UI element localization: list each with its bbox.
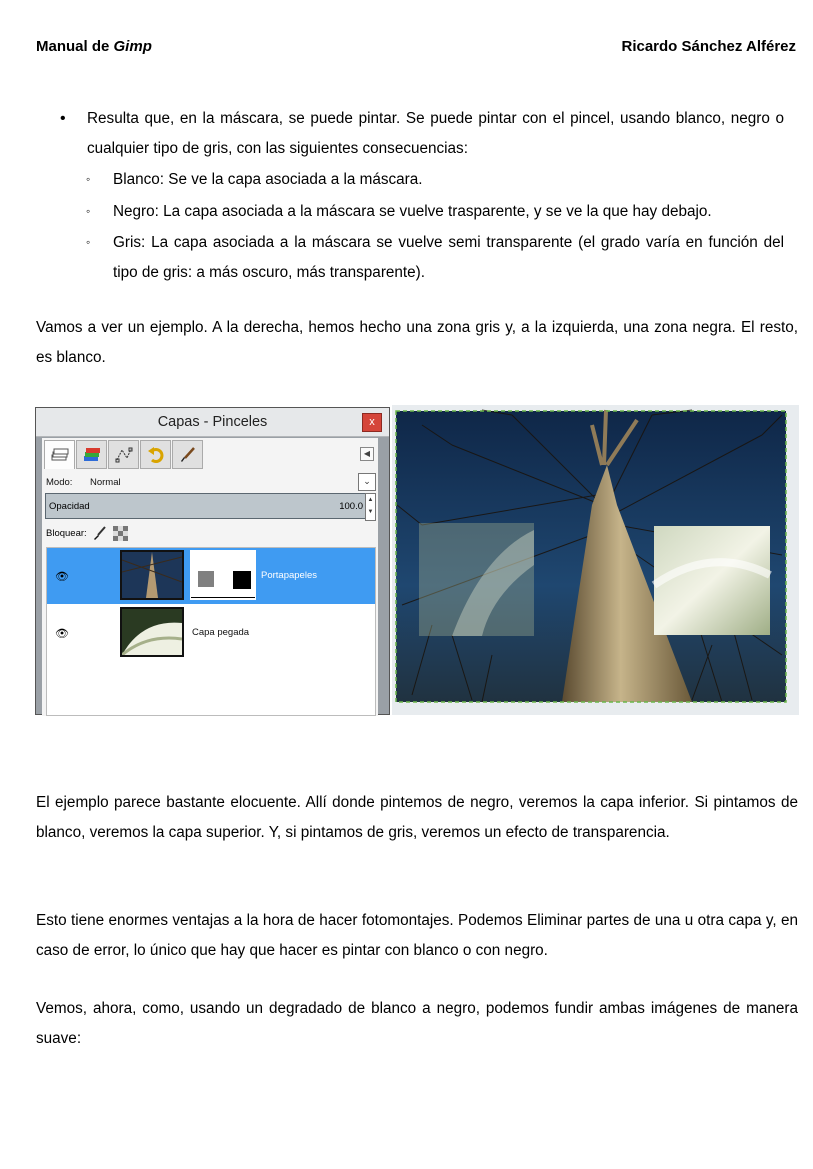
tab-paths[interactable] — [108, 440, 139, 469]
tree-photo-image — [392, 405, 799, 715]
document-header-left — [36, 38, 152, 55]
mode-label: Modo: — [46, 477, 73, 488]
mode-value[interactable]: Normal — [90, 477, 121, 488]
layers-icon — [50, 446, 70, 464]
paragraph-gradient: Vemos, ahora, como, usando un degradado de blanco a negro, podemos fundir ambas imágenes de manera suave: — [36, 1000, 798, 1047]
close-button[interactable]: x — [362, 413, 382, 432]
layer-mask-thumbnail[interactable] — [190, 550, 256, 600]
tab-undo-history[interactable] — [140, 440, 171, 469]
black-mask-square — [233, 571, 251, 589]
layer-row-capa-pegada[interactable] — [47, 605, 375, 661]
bullet-sub-gray: ◦ Gris: La capa asociada a la máscara se vuelve semi transparente (el grado varía en función del tipo de gris: a más oscuro, más transparente). — [36, 228, 784, 287]
lock-alpha-checker-icon[interactable] — [113, 526, 128, 541]
layer-list — [46, 547, 376, 716]
panel-title: Capas - Pinceles — [157, 414, 268, 430]
canvas-preview — [392, 405, 799, 715]
dock-tabs — [44, 440, 204, 470]
opacity-label: Opacidad — [49, 501, 90, 512]
bullet-sub-white: ◦ Blanco: Se ve la capa asociada a la máscara. — [36, 165, 784, 195]
layer-name-portapapeles[interactable]: Portapapeles — [261, 570, 317, 581]
bullet-main: • Resulta que, en la máscara, se puede pintar. Se puede pintar con el pincel, usando blanco, negro o cualquier tipo de gris, con las siguientes consecuencias: — [36, 104, 784, 163]
gimp-layers-panel — [35, 407, 390, 715]
visibility-eye-icon[interactable]: 👁 — [55, 628, 69, 640]
manual-label: Manual de — [36, 38, 114, 55]
undo-icon — [146, 446, 166, 464]
tab-channels[interactable] — [76, 440, 107, 469]
paragraph-advantages: Esto tiene enormes ventajas a la hora de hacer fotomontajes. Podemos Eliminar partes de una u otra capa y, en caso de error, lo único que hay que hacer es pintar con blanco o con negro. — [36, 912, 798, 959]
bullet-list — [36, 104, 784, 287]
paths-icon — [114, 446, 134, 464]
opacity-slider[interactable] — [45, 493, 367, 519]
brush-icon — [178, 446, 198, 464]
opacity-spinner[interactable]: ▲ ▼ — [365, 493, 376, 521]
tab-brushes[interactable] — [172, 440, 203, 469]
document-author: Ricardo Sánchez Alférez — [621, 38, 796, 55]
mode-dropdown-chevron-icon[interactable]: ⌄ — [358, 473, 376, 491]
manual-subject: Gimp — [113, 38, 152, 55]
layer-thumbnail[interactable] — [120, 550, 184, 600]
lock-pixels-brush-icon[interactable] — [92, 526, 107, 541]
lock-label: Bloquear: — [46, 528, 87, 539]
opacity-value: 100.0 — [339, 501, 363, 512]
waterfall-thumbnail-image — [122, 609, 182, 655]
paragraph-example-explanation: El ejemplo parece bastante elocuente. Allí donde pintemos de negro, veremos la capa inferior. Si pintamos de blanco, veremos la capa superior. Y, si pintamos de gris, veremos un efecto de transparencia. — [36, 794, 798, 841]
channels-icon — [82, 446, 102, 464]
bullet-sub-black: ◦ Negro: La capa asociada a la máscara se vuelve trasparente, y se ve la que hay debajo. — [36, 197, 784, 227]
paragraph-example-intro: Vamos a ver un ejemplo. A la derecha, hemos hecho una zona gris y, a la izquierda, una zona negra. El resto, es blanco. — [36, 319, 798, 366]
panel-body — [42, 438, 378, 716]
layer-row-portapapeles[interactable] — [47, 548, 375, 604]
mask-border — [191, 597, 255, 598]
dock-menu-arrow-icon[interactable]: ◀ — [360, 447, 374, 461]
panel-title-bar — [36, 408, 389, 437]
tab-layers[interactable] — [44, 440, 75, 469]
waterfall-visible-zone — [654, 526, 770, 635]
layer-thumbnail[interactable] — [120, 607, 184, 657]
gray-mask-square — [198, 571, 214, 587]
visibility-eye-icon[interactable]: 👁 — [55, 571, 69, 583]
layer-name-capa-pegada[interactable]: Capa pegada — [192, 627, 250, 638]
example-figure — [35, 405, 799, 715]
tree-thumbnail-image — [122, 552, 182, 598]
